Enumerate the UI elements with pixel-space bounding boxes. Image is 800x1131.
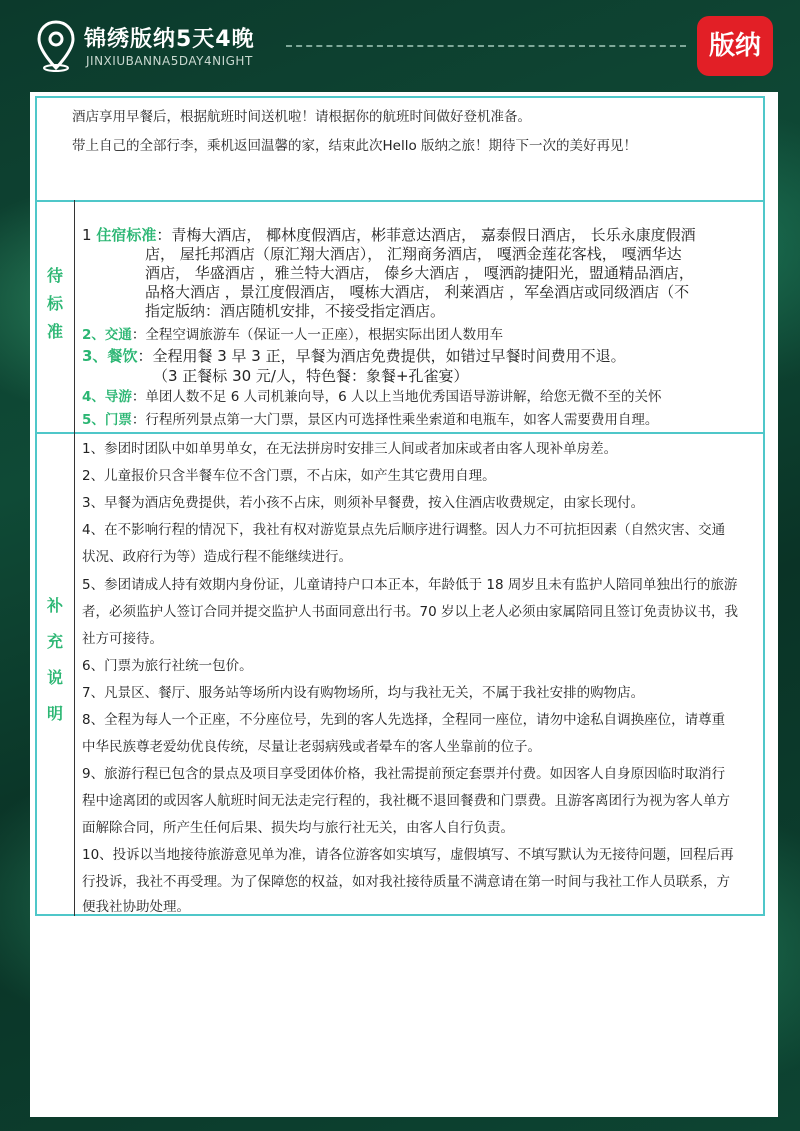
note-line: 10、投诉以当地接待旅游意见单为准，请各位游客如实填写，虚假填写、不填写默认为无接待问题，回程后再 [82,847,734,863]
note-line: 2、儿童报价只含半餐车位不含门票，不占床，如产生其它费用自理。 [82,468,496,484]
hotel-standard: 1 住宿标准：青梅大酒店， 椰林度假酒店，彬菲意达酒店， 嘉泰假日酒店， 长乐永康度假酒 [82,226,696,244]
note-line: 4、在不影响行程的情况下，我社有权对游览景点先后顺序进行调整。因人力不可抗拒因素（自然灾害、交通 [82,522,726,538]
hotel-standard-line: 店， 屋托邦酒店（原汇翔大酒店）， 汇翔商务酒店， 嘎洒金莲花客栈， 嘎洒华达 [145,245,682,263]
page-subtitle: JINXIUBANNA5DAY4NIGHT [86,54,253,68]
meals-standard: 3、餐饮：全程用餐 3 早 3 正，早餐为酒店免费提供，如错过早餐时间费用不退。 [82,347,626,365]
hotel-standard-line: 指定版纳：酒店随机安排，不接受指定酒店。 [145,302,446,320]
note-line: 行投诉，我社不再受理。为了保障您的权益，如对我社接待质量不满意请在第一时间与我社工作人员联系，方 [82,874,730,890]
table-divider [37,432,765,434]
tickets-standard: 5、门票：行程所列景点第一大门票，景区内可选择性乘坐索道和电瓶车，如客人需要费用自理。 [82,412,659,428]
hotel-standard-label: 住宿标准 [96,226,157,244]
hotel-standard-line: 酒店， 华盛酒店 ，雅兰特大酒店， 傣乡大酒店 ， 嘎洒韵捷阳光，盟通精品酒店， [145,264,694,282]
page-title: 锦绣版纳5天4晚 [84,27,255,52]
note-line: 便我社协助处理。 [82,899,190,915]
note-line: 中华民族尊老爱幼优良传统，尽量让老弱病残或者晕车的客人坐靠前的位子。 [82,739,541,755]
day-end-line: 带上自己的全部行李，乘机返回温馨的家，结束此次Hello 版纳之旅！期待下一次的美好再见！ [72,138,638,154]
note-line: 9、旅游行程已包含的景点及项目享受团体价格，我社需提前预定套票并付费。如因客人自身原因临时取消行 [82,766,726,782]
meals-standard-line: （3 正餐标 30 元/人，特色餐：象餐+孔雀宴） [153,367,469,385]
guide-standard: 4、导游：单团人数不足 6 人司机兼向导，6 人以上当地优秀国语导游讲解，给您无微不至的关怀 [82,389,662,405]
note-line: 8、全程为每人一个正座，不分座位号，先到的客人先选择，全程同一座位，请勿中途私自调换座位，请尊重 [82,712,726,728]
day-end-line: 酒店享用早餐后，根据航班时间送机啦！请根据你的航班时间做好登机准备。 [72,109,531,125]
guide-label: 导游 [104,389,132,405]
note-line: 者，必须监护人签订合同并提交监护人书面同意出行书。70 岁以上老人必须由家属陪同且签订免责协议书，我 [82,604,738,620]
notes-side-label: 补 充 说 明 [46,596,63,723]
note-line: 面解除合同，所产生任何后果、损失均与旅行社无关，由客人自行负责。 [82,820,514,836]
note-line: 状况、政府行为等）造成行程不能继续进行。 [82,549,352,565]
note-line: 1、参团时团队中如单男单女，在无法拼房时安排三人间或者加床或者由客人现补单房差。 [82,441,618,457]
location-pin-icon [36,20,76,72]
note-line: 7、凡景区、餐厅、服务站等场所内设有购物场所，均与我社无关，不属于我社安排的购物店。 [82,685,645,701]
note-line: 程中途离团的或因客人航班时间无法走完行程的，我社概不退回餐费和门票费。且游客离团行为视为客人单方 [82,793,730,809]
transport-standard: 2、交通：全程空调旅游车（保证一人一正座），根据实际出团人数用车 [82,327,504,343]
note-line: 6、门票为旅行社统一包价。 [82,658,253,674]
note-line: 社方可接待。 [82,631,163,647]
note-line: 3、早餐为酒店免费提供，若小孩不占床，则须补早餐费，按入住酒店收费规定，由家长现付。 [82,495,645,511]
brand-logo: 版纳 [697,16,773,76]
standards-side-label: 待 标 准 [46,266,63,341]
hotel-standard-line: 品格大酒店 ，景江度假酒店， 嘎栋大酒店， 利莱酒店 ，军垒酒店或同级酒店（不 [145,283,690,301]
table-divider [37,200,765,202]
page-header [0,0,800,90]
meals-label: 餐饮 [107,347,138,365]
tickets-label: 门票 [104,412,132,428]
note-line: 5、参团请成人持有效期内身份证，儿童请持户口本正本，年龄低于 18 周岁且未有监护人陪同单独出行的旅游 [82,577,738,593]
header-divider [286,45,686,47]
label-column-divider [74,200,75,916]
transport-label: 交通 [104,327,132,343]
